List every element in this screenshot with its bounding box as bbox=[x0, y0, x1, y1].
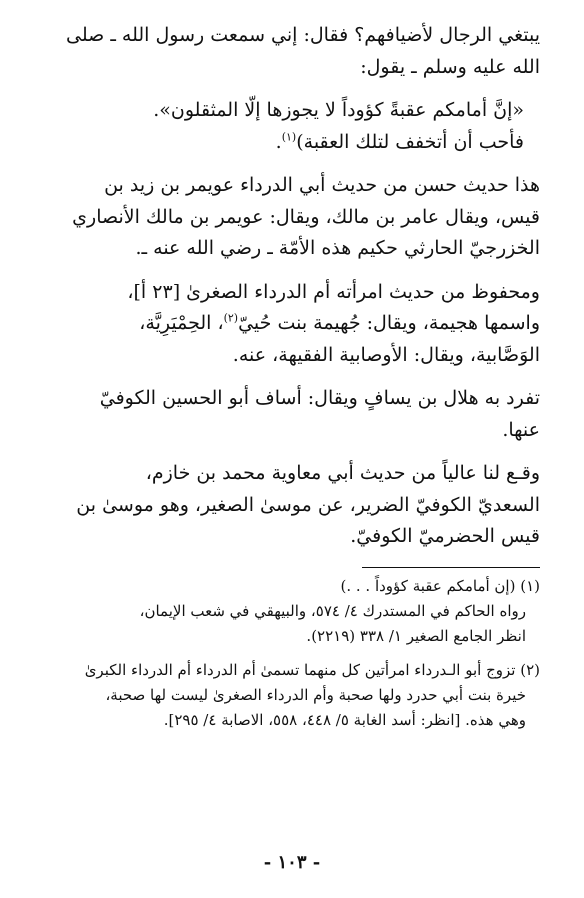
text-line: ومحفوظ من حديث امرأته أم الدرداء الصغرىٰ [٢٣ أ]، bbox=[127, 280, 540, 303]
text-line: الخزرجيّ الحارثي حكيم هذه الأمّة ـ رضي الله عنه ـ. bbox=[135, 237, 540, 259]
footnote-2 bbox=[38, 658, 540, 733]
main-text bbox=[38, 20, 540, 553]
text-segment: فأحب أن أتخفف لتلك العقبة) bbox=[296, 130, 524, 153]
footnote-line: وهي هذه. [انظر: أسد الغابة ٥/ ٤٤٨، ٥٥٨، الاصابة ٤/ ٢٩٥]. bbox=[163, 710, 526, 729]
text-line: الوَصَّابية، ويقال: الأوصابية الفقيهة، عنه. bbox=[232, 343, 540, 366]
paragraph-2 bbox=[38, 170, 540, 265]
text-line: فأحب أن أتخفف لتلك العقبة)$^{(١)}$. bbox=[275, 130, 524, 153]
hadith-quote bbox=[38, 95, 540, 158]
text-segment: ، الحِمْيَرِيَّة، bbox=[139, 312, 224, 334]
paragraph-5 bbox=[38, 458, 540, 553]
footnote-line: انظر الجامع الصغير ١/ ٣٣٨ (٢٢١٩). bbox=[306, 626, 526, 645]
footnote-line: رواه الحاكم في المستدرك ٤/ ٥٧٤، والبيهقي في شعب الإيمان، bbox=[139, 601, 526, 620]
footnote-1 bbox=[38, 574, 540, 649]
text-line: هذا حديث حسن من حديث أبي الدرداء عويمر بن زيد بن bbox=[104, 174, 540, 196]
text-line bbox=[38, 308, 540, 340]
text-line: الله عليه وسلم ـ يقول: bbox=[360, 55, 540, 78]
footnotes bbox=[38, 574, 540, 733]
footnote-separator bbox=[362, 567, 540, 568]
text-line: قيس، ويقال عامر بن مالك، ويقال: عويمر بن مالك الأنصاري bbox=[72, 205, 540, 228]
text-line: «إنَّ أمامكم عقبةً كؤوداً لا يجوزها إلّا المثقلون». bbox=[153, 99, 524, 121]
footnote-line: (٢) تزوج أبو الـدرداء امرأتين كل منهما تسمىٰ أم الدرداء أم الدرداء الكبرىٰ bbox=[84, 660, 540, 679]
text-line: قيس الحضرميّ الكوفيّ. bbox=[350, 525, 540, 547]
footnote-ref-1[interactable]: (١) bbox=[281, 130, 297, 144]
text-line: وقـع لنا عالياً من حديث أبي معاوية محمد بن خازم، bbox=[145, 462, 540, 484]
footnote-line: خيرة بنت أبي حدرد ولها صحبة وأم الدرداء الصغرىٰ ليست لها صحبة، bbox=[105, 685, 526, 704]
footnote-ref-2[interactable]: (٢) bbox=[223, 311, 239, 325]
page-number: - ١٠٣ - bbox=[263, 852, 321, 873]
text-line: يبتغي الرجال لأضيافهم؟ فقال: إني سمعت رسول الله ـ صلى bbox=[66, 24, 540, 46]
text-line: السعديّ الكوفيّ الضرير، عن موسىٰ الصغير، وهو موسىٰ بن bbox=[76, 493, 540, 516]
text-line: عنها. bbox=[502, 418, 540, 441]
paragraph-4 bbox=[38, 383, 540, 446]
footnote-line: (١) (إن أمامكم عقبة كؤوداً . . .) bbox=[340, 576, 540, 595]
text-segment: واسمها هجيمة، ويقال: جُهيمة بنت حُييّ bbox=[238, 312, 540, 334]
text-line: تفرد به هلال بن يسافٍ ويقال: أساف أبو الحسين الكوفيّ bbox=[99, 387, 540, 409]
paragraph-1 bbox=[38, 20, 540, 83]
paragraph-3 bbox=[38, 277, 540, 372]
